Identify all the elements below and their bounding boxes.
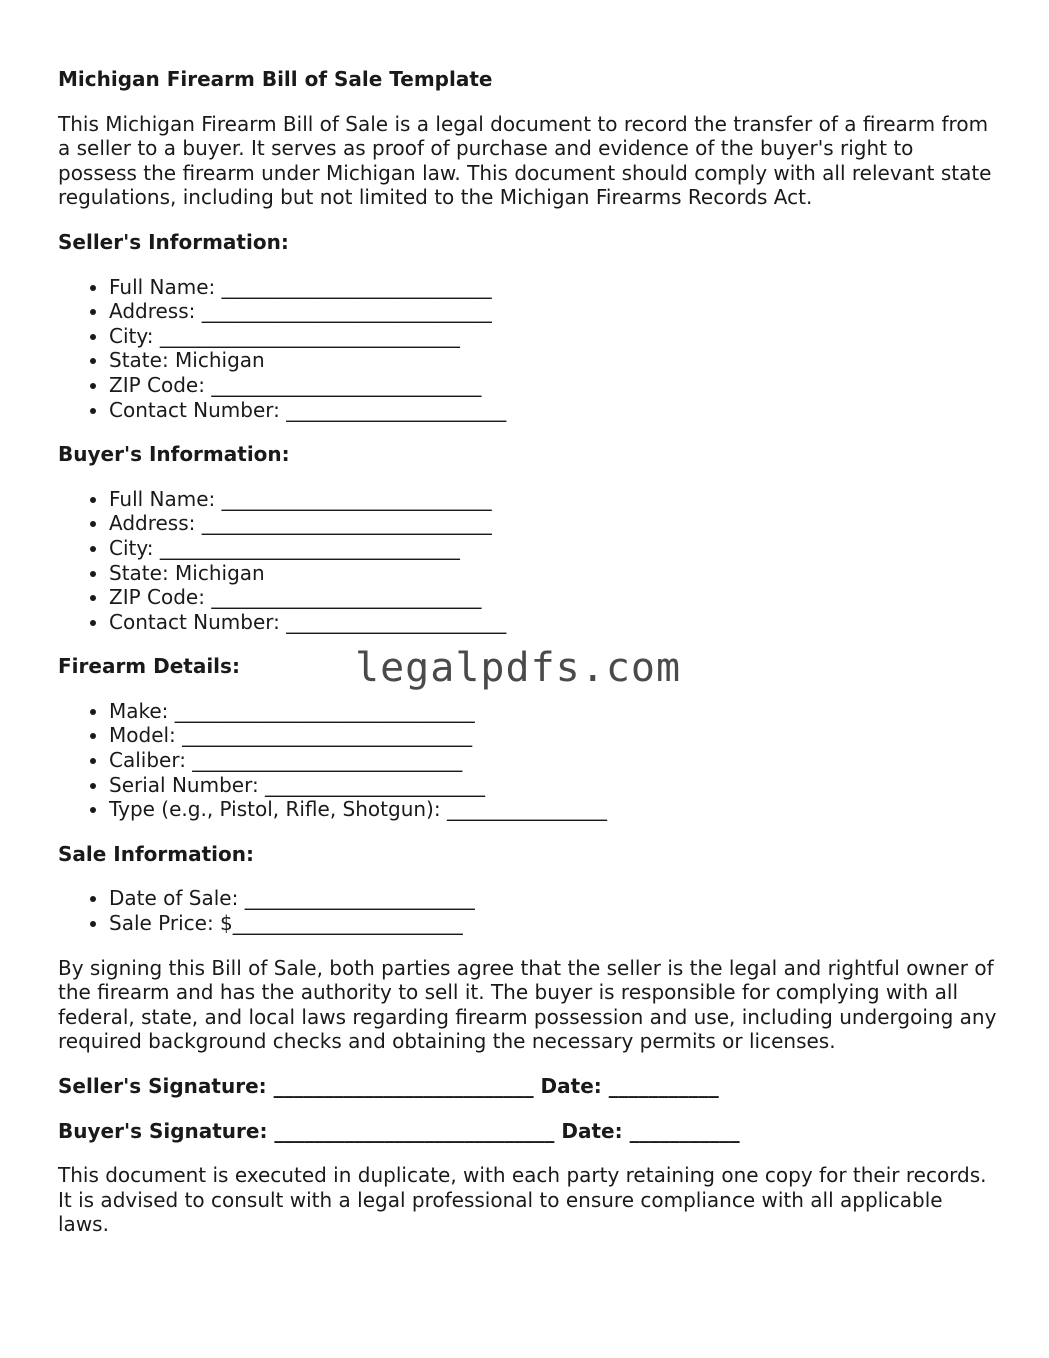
firearm-caliber-field: • Caliber: ___________________________: [109, 748, 998, 773]
seller-list: [58, 275, 998, 423]
sale-date-field: • Date of Sale: _______________________: [109, 886, 998, 911]
firearm-make-field: • Make: ______________________________: [109, 699, 998, 724]
seller-city-field: • City: ______________________________: [109, 324, 998, 349]
sale-price-field: • Sale Price: $_______________________: [109, 911, 998, 936]
sale-list: [58, 886, 998, 935]
seller-zip-field: • ZIP Code: ___________________________: [109, 373, 998, 398]
sale-heading: Sale Information:: [58, 841, 254, 866]
firearm-serial-field: • Serial Number: ______________________: [109, 773, 998, 798]
firearm-type-field: • Type (e.g., Pistol, Rifle, Shotgun): ________________: [109, 797, 998, 822]
firearm-list: [58, 699, 998, 822]
buyer-contact-field: • Contact Number: ______________________: [109, 610, 998, 635]
buyer-heading: Buyer's Information:: [58, 442, 290, 467]
watermark-text: legalpdfs.com: [355, 645, 682, 691]
buyer-city-field: • City: ______________________________: [109, 536, 998, 561]
buyer-full-name-field: • Full Name: ___________________________: [109, 487, 998, 512]
seller-full-name-field: • Full Name: ___________________________: [109, 275, 998, 300]
firearm-heading: Firearm Details:: [58, 654, 240, 679]
seller-state-field: • State: Michigan: [109, 348, 998, 373]
buyer-list: [58, 487, 998, 635]
buyer-signature-line: Buyer's Signature: ____________________________ Date: ___________: [58, 1118, 740, 1143]
document-title: Michigan Firearm Bill of Sale Template: [58, 67, 493, 91]
closing-paragraph: This document is executed in duplicate, with each party retaining one copy for their records. It is advised to consult with a legal professional to ensure compliance with all applicable laws.: [58, 1163, 987, 1237]
seller-address-field: • Address: _____________________________: [109, 299, 998, 324]
buyer-address-field: • Address: _____________________________: [109, 511, 998, 536]
seller-signature-line: Seller's Signature: __________________________ Date: ___________: [58, 1074, 719, 1098]
buyer-zip-field: • ZIP Code: ___________________________: [109, 585, 998, 610]
agreement-paragraph: By signing this Bill of Sale, both parties agree that the seller is the legal and rightful owner of the firearm and has the authority to sell it. The buyer is responsible for complying with all federal, state, and local laws regarding firearm possession and use, including undergoing any required background checks and obtaining the necessary permits or licenses.: [58, 955, 997, 1054]
intro-paragraph: This Michigan Firearm Bill of Sale is a legal document to record the transfer of a firearm from a seller to a buyer. It serves as proof of purchase and evidence of the buyer's right to possess the firearm under Michigan law. This document should comply with all relevant state regulations, including but not limited to the Michigan Firearms Records Act.: [58, 111, 992, 210]
firearm-model-field: • Model: _____________________________: [109, 723, 998, 748]
seller-heading: Seller's Information:: [58, 229, 289, 254]
buyer-state-field: • State: Michigan: [109, 561, 998, 586]
seller-contact-field: • Contact Number: ______________________: [109, 398, 998, 423]
